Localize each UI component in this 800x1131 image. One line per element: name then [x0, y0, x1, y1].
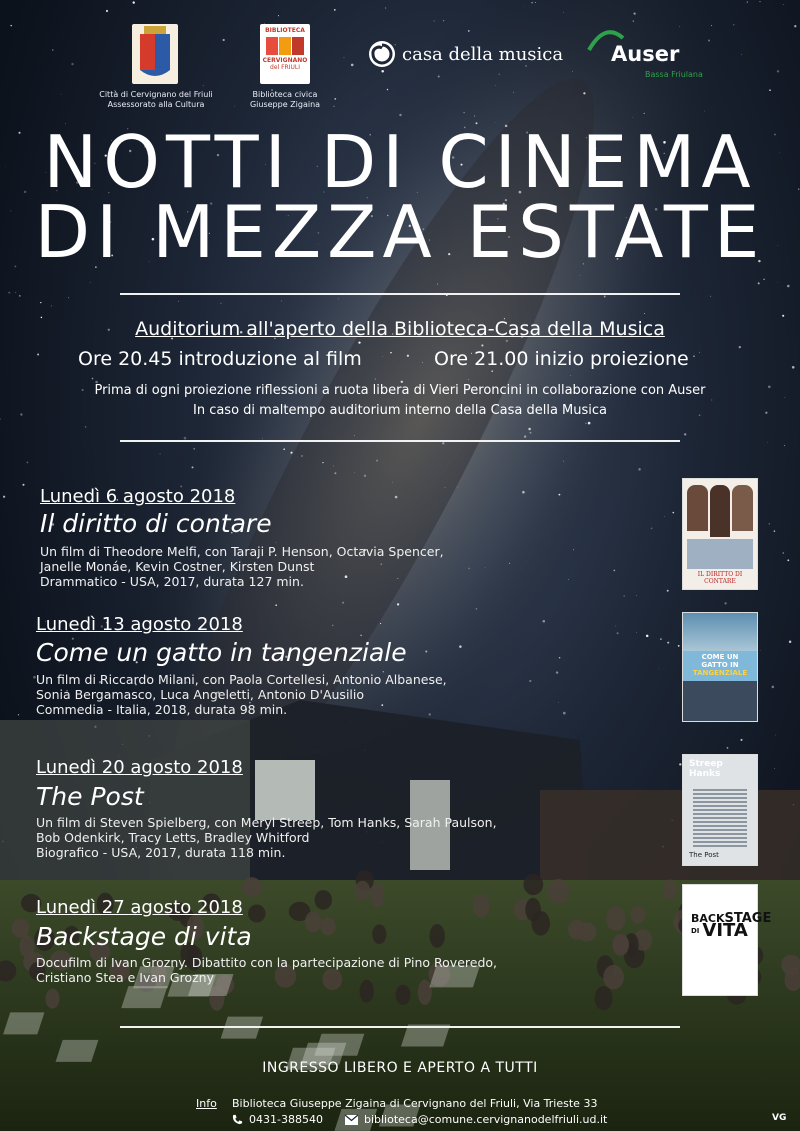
film-description: [40, 544, 560, 589]
film-description: [36, 955, 556, 985]
venue-headline: Auditorium all'aperto della Biblioteca-Casa della Musica: [135, 318, 665, 340]
library-logo-word2: CERVIGNANO: [262, 57, 308, 64]
film-poster-diritto: [682, 478, 758, 590]
library-name: Biblioteca Giuseppe Zigaina di Cervignano del Friuli,: [232, 1097, 520, 1110]
film-desc-line: Un film di Theodore Melfi, con Taraji P. Henson, Octavia Spencer,: [40, 544, 444, 559]
film-desc-line: Docufilm di Ivan Grozny. Dibattito con la partecipazione di Pino Roveredo,: [36, 955, 498, 970]
film-desc-line: Drammatico - USA, 2017, durata 127 min.: [40, 574, 304, 589]
venue-note-2: In caso di maltempo auditorium interno della Casa della Musica: [192, 403, 608, 418]
event-title-line1: NOTTI DI CINEMA: [43, 120, 757, 204]
poster-title-text: IL DIRITTO DI CONTARE: [697, 571, 743, 585]
city-logo-caption: [96, 90, 216, 110]
film-date: Lunedì 27 agosto 2018: [36, 897, 243, 918]
city-department: Assessorato alla Cultura: [107, 100, 205, 109]
film-desc-line: Biografico - USA, 2017, durata 118 min.: [36, 845, 286, 860]
film-description: [36, 672, 556, 717]
poster-title-text: The Post: [689, 851, 719, 859]
film-poster-the-post: [682, 754, 758, 866]
library-logo-caption: [235, 90, 335, 110]
city-coat-of-arms-logo: [132, 24, 178, 84]
venue-note-1: Prima di ogni proiezione riflessioni a ruota libera di Vieri Peroncini in collaborazione con Auser: [94, 383, 706, 398]
contact-row: [232, 1113, 607, 1126]
library-logo-word1: BIBLIOTECA: [265, 27, 305, 34]
poster-actor-2: Hanks: [689, 769, 721, 779]
casa-della-musica-logo: [368, 40, 563, 68]
library-logo-word3: del FRIULI: [270, 64, 300, 71]
film-desc-line: Un film di Steven Spielberg, con Meryl Streep, Tom Hanks, Sarah Paulson,: [36, 815, 497, 830]
designer-signature: VG: [772, 1113, 787, 1123]
divider-middle: [120, 440, 680, 442]
film-date: Lunedì 20 agosto 2018: [36, 757, 243, 778]
street-address: Via Trieste 33: [523, 1097, 598, 1110]
film-poster-backstage: [682, 884, 772, 996]
film-desc-line: Commedia - Italia, 2018, durata 98 min.: [36, 702, 288, 717]
phone-icon: [232, 1114, 243, 1125]
film-date: Lunedì 6 agosto 2018: [40, 486, 236, 507]
divider-top: [120, 293, 680, 295]
library-logo: [260, 24, 310, 84]
phone-number[interactable]: 0431-388540: [249, 1113, 323, 1126]
film-date: Lunedì 13 agosto 2018: [36, 614, 243, 635]
film-desc-line: Un film di Riccardo Milani, con Paola Cortellesi, Antonio Albanese,: [36, 672, 447, 687]
divider-bottom: [120, 1026, 680, 1028]
film-desc-line: Bob Odenkirk, Tracy Letts, Bradley Whitford: [36, 830, 310, 845]
poster-title-text: DI: [691, 927, 700, 935]
info-label: Info: [196, 1097, 217, 1110]
coat-of-arms-icon: [132, 24, 178, 84]
poster-title-text: VITA: [702, 920, 748, 941]
event-title-line2: DI MEZZA ESTATE: [34, 190, 766, 274]
film-title: Come un gatto in tangenziale: [36, 638, 407, 667]
spiral-icon: [368, 40, 396, 68]
film-description: [36, 815, 556, 860]
intro-time: Ore 20.45 introduzione al film: [78, 348, 362, 370]
poster-actor-1: Streep: [689, 759, 723, 769]
film-title: Il diritto di contare: [40, 509, 272, 538]
poster-title-text: BACK: [691, 912, 725, 925]
auser-text: Auser: [611, 42, 680, 66]
city-name: Città di Cervignano del Friuli: [99, 90, 213, 99]
casa-della-musica-text: casa della musica: [402, 43, 564, 65]
email-icon: [345, 1115, 358, 1125]
schedule-times: [78, 348, 738, 370]
poster-title-text: COME UN: [701, 653, 739, 661]
auser-subtext: Bassa Friulana: [645, 70, 703, 79]
film-poster-gatto: [682, 612, 758, 722]
film-title: Backstage di vita: [36, 922, 252, 951]
film-desc-line: Cristiano Stea e Ivan Grozny: [36, 970, 214, 985]
poster-title-text: GATTO IN: [701, 661, 739, 669]
film-desc-line: Janelle Monáe, Kevin Costner, Kirsten Dunst: [40, 559, 315, 574]
library-caption-2: Giuseppe Zigaina: [249, 100, 321, 109]
poster-title-text: TANGENZIALE: [692, 669, 748, 677]
film-title: The Post: [36, 782, 144, 811]
library-address: [232, 1097, 597, 1110]
library-caption-1: Biblioteca civica: [252, 90, 318, 99]
email-link[interactable]: biblioteca@comune.cervignanodelfriuli.ud.it: [363, 1113, 608, 1126]
screening-time: Ore 21.00 inizio proiezione: [434, 348, 689, 370]
film-desc-line: Sonia Bergamasco, Luca Angeletti, Antonio D'Ausilio: [36, 687, 365, 702]
poster-title-text: STAGE: [724, 911, 772, 926]
free-entry-text: INGRESSO LIBERO E APERTO A TUTTI: [262, 1060, 538, 1076]
